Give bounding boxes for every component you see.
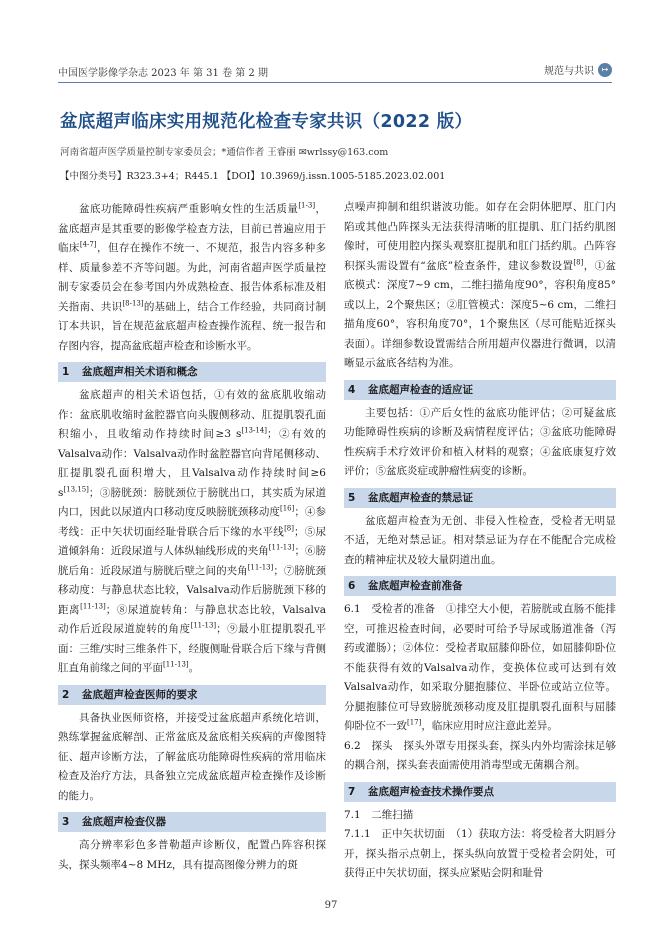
section-title: 盆底超声相关术语和概念 [82, 366, 198, 378]
subsection-7-1: 7.1 二维扫描 [344, 808, 414, 821]
section-number: 4 [348, 383, 356, 396]
section-heading-2 [58, 685, 326, 705]
section-heading-3 [58, 812, 326, 832]
subsection-6-1: 6.1 受检者的准备 ①排空大小便，若膀胱或直肠不能排空，可推迟检查时间，必要时可给予导尿或肠道准备（泻药或灌肠）；②体位：受检者取屈膝仰卧位，如屈膝仰卧位不能获得有效的Valsalva动作，变换体位或可达到有效Valsalva动作，如采取分腿抱膝位、半卧位或站立位等。分腿抱膝位可导致膀胱颈移动度及肛提肌裂孔面积与屈膝仰卧位不一致[17]，临床应用时应注意此差异。 [344, 603, 616, 732]
section-heading-6 [344, 576, 616, 596]
section-title: 盆底超声检查技术操作要点 [368, 785, 494, 798]
article-title: 盆底超声临床实用规范化检查专家共识（2022 版） [60, 112, 473, 132]
section-title: 盆底超声检查前准备 [368, 580, 463, 592]
section-3-body: 高分辨率彩色多普勒超声诊断仪，配置凸阵容积探头，探头频率4~8 MHz，具有提高图像分辨力的斑 [58, 839, 326, 871]
page-number: 97 [324, 900, 338, 911]
section-title: 盆底超声检查的禁忌证 [368, 491, 473, 504]
left-column [58, 200, 326, 875]
section-heading-1 [58, 362, 326, 382]
section-heading-5 [344, 488, 616, 508]
section-3-continued: 点噪声抑制和组织谐波功能。如存在会阴体肥厚、肛门内陷或其他凸阵探头无法获得清晰的肛提肌、肛门括约肌图像时，可使用腔内探头观察肛提肌和肛门括约肌。凸阵容积探头需设置有“盆底”检查条件，建议参数设置[8]，①盆底模式：深度7~9 cm，二维扫描角度90°，容积角度85°或以上，2个聚焦区；②肛管模式：深度5~6 cm，二维扫描角度60°，容积角度70°，1个聚焦区（尽可能贴近探头表面）。详细参数设置需结合所用超声仪器进行微调，以清晰显示盆底各结构为准。 [344, 201, 616, 369]
section-title: 盆底超声检查医师的要求 [82, 688, 198, 701]
right-column [344, 198, 616, 884]
section-number: 2 [62, 688, 70, 701]
authors-line [60, 144, 388, 158]
section-1-body: 盆底超声的相关术语包括，①有效的盆底肌收缩动作：盆底肌收缩时盆腔器官向头腹侧移动、肛提肌裂孔面积缩小，且收缩动作持续时间≥3 s[13-14]；②有效的Valsalva动作：Valsalva动作时盆腔器官向背尾侧移动、肛提肌裂孔面积增大，且Valsalva动作持续时间≥6 s[13,15]；③膀胱颈：膀胱颈位于膀胱出口，其实质为尿道内口，因此以尿道内口移动度反映膀胱颈移动度[16]；④参考线：正中矢状切面经耻骨联合后下缘的水平线[8]；⑤尿道倾斜角：近段尿道与人体纵轴线形成的夹角[11-13]；⑥膀胱后角：近段尿道与膀胱后壁之间的夹角[11-13]；⑦膀胱颈移动度：与静息状态比较，Valsalva动作后膀胱颈下移的距离[11-13]；⑧尿道旋转角：与静息状态比较，Valsalva动作后近段尿道旋转的角度[11-13]；⑨最小肛提肌裂孔平面：三维/实时三维条件下，经腹侧耻骨联合后下缘与背侧肛直角前缘之间的平面[11-13]。 [58, 389, 327, 674]
section-title: 盆底超声检查的适应证 [368, 383, 473, 396]
section-4-body: 主要包括：①产后女性的盆底功能评估；②可疑盆底功能障碍性疾病的诊断及病情程度评估；③盆底功能障碍性疾病手术疗效评价和植入材料的观察；④盆底康复疗效评价；⑤盆底炎症或肿瘤性病变的诊断。 [344, 406, 616, 477]
authors-text: 河南省超声医学质量控制专家委员会；*通信作者 王睿丽 [60, 147, 299, 158]
intro-paragraph: 盆底功能障碍性疾病严重影响女性的生活质量[1-3]，盆底超声是其重要的影像学检查方法，目前已普遍应用于临床[4-7]，但存在操作不统一、不规范，报告内容多种多样、质量参差不齐等问题。为此，河南省超声医学质量控制专家委员会在参考国内外成熟检查、报告体系标准及相关指南、共识[8-13]的基础上，结合工作经验，共同商讨制订本共识，旨在规范盆底超声检查操作流程、统一报告和存图内容，提高盆底超声检查和诊断水平。 [58, 201, 327, 352]
section-heading-4 [344, 380, 616, 400]
category-badge-icon: ↦ [598, 63, 612, 77]
classification-line: 【中图分类号】R323.3+4；R445.1 【DOI】10.3969/j.issn.1005-5185.2023.02.001 [60, 171, 446, 182]
section-title: 盆底超声检查仪器 [82, 816, 166, 828]
category-header [544, 62, 612, 77]
section-number: 1 [62, 366, 70, 378]
author-email[interactable]: wrlssy@163.com [306, 147, 389, 158]
envelope-icon: ✉ [298, 147, 307, 158]
header-rule [58, 82, 612, 83]
journal-header: 中国医学影像学杂志 2023 年 第 31 卷 第 2 期 [58, 68, 268, 79]
section-2-body: 具备执业医师资格，并接受过盆底超声系统化培训，熟练掌握盆底解剖、正常盆底及盆底相关疾病的声像图特征、超声诊断方法，了解盆底功能障碍性疾病的常用临床检查及治疗方法，具备独立完成盆底超声检查操作及诊断的能力。 [58, 711, 326, 802]
section-number: 3 [62, 816, 70, 828]
section-heading-7 [344, 782, 616, 802]
section-number: 7 [348, 785, 356, 798]
subsection-6-2: 6.2 探头 探头外罩专用探头套，探头内外均需涂抹足够的耦合剂，探头套表面需使用消毒型或无菌耦合剂。 [344, 739, 616, 771]
section-5-body: 盆底超声检查为无创、非侵入性检查，受检者无明显不适，无绝对禁忌证。相对禁忌证为存在不能配合完成检查的精神症状及较大量阴道出血。 [344, 514, 616, 566]
subsection-7-1-1: 7.1.1 正中矢状切面 （1）获取方法：将受检者大阴唇分开，探头指示点朝上，探头纵向放置于受检者会阴处，可获得正中矢状切面，探头应紧贴会阴和耻骨 [344, 828, 616, 879]
section-number: 6 [348, 580, 356, 592]
category-label: 规范与共识 [544, 66, 594, 77]
section-number: 5 [348, 491, 356, 504]
